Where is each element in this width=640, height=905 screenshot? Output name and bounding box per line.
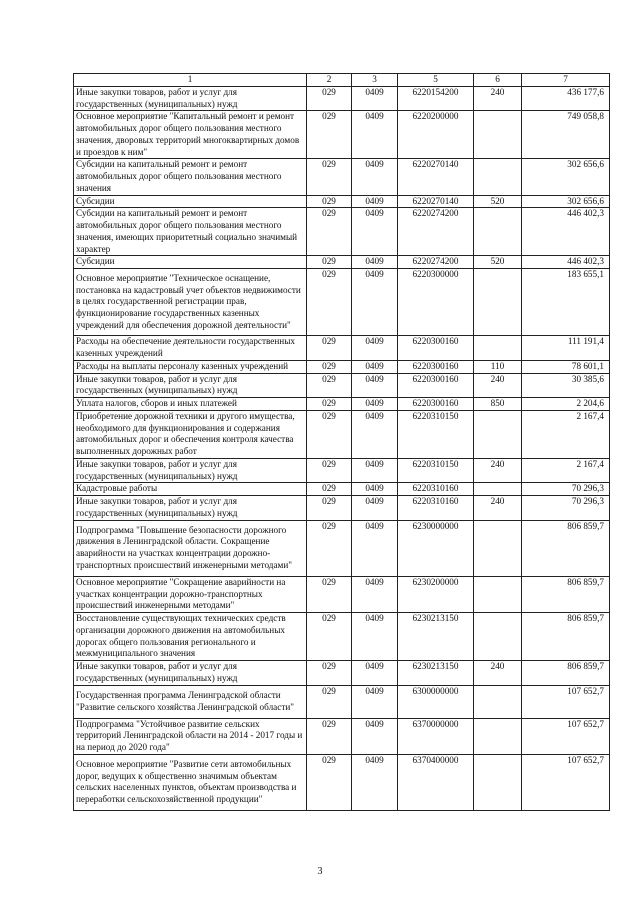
row-code-3: 0409 <box>352 520 398 576</box>
row-code-5: 6220270140 <box>398 195 474 208</box>
row-code-6: 240 <box>474 373 522 398</box>
row-amount: 806 859,7 <box>522 576 610 612</box>
row-code-6 <box>474 520 522 576</box>
row-code-6: 110 <box>474 360 522 373</box>
row-code-6 <box>474 269 522 336</box>
row-code-5: 6230213150 <box>398 613 474 661</box>
table-row <box>74 576 610 612</box>
row-code-2: 029 <box>307 159 352 195</box>
row-amount: 749 058,8 <box>522 111 610 159</box>
row-code-3: 0409 <box>352 195 398 208</box>
row-code-5: 6220200000 <box>398 111 474 159</box>
row-code-2: 029 <box>307 576 352 612</box>
row-code-6 <box>474 111 522 159</box>
row-code-3: 0409 <box>352 496 398 521</box>
row-code-5: 6220274200 <box>398 208 474 256</box>
row-code-3: 0409 <box>352 336 398 361</box>
row-code-5: 6370400000 <box>398 754 474 810</box>
row-description: Основное мероприятие "Развитие сети автомобильных дорог, ведущих к общественно значимым объектам сельских населенных пунктов, объектам производства и переработки сельскохозяйственной продукции" <box>74 754 307 810</box>
row-amount: 446 402,3 <box>522 208 610 256</box>
row-description: Расходы на выплаты персоналу казенных учреждений <box>74 360 307 373</box>
row-code-3: 0409 <box>352 718 398 754</box>
row-code-3: 0409 <box>352 208 398 256</box>
row-code-6: 240 <box>474 458 522 483</box>
table-row <box>74 111 610 159</box>
row-code-5: 6230200000 <box>398 576 474 612</box>
row-code-5: 6220300160 <box>398 336 474 361</box>
row-code-6 <box>474 718 522 754</box>
row-code-2: 029 <box>307 111 352 159</box>
row-code-3: 0409 <box>352 754 398 810</box>
row-amount: 107 652,7 <box>522 718 610 754</box>
row-code-6: 520 <box>474 195 522 208</box>
table-row <box>74 195 610 208</box>
row-amount: 446 402,3 <box>522 256 610 269</box>
page-number: 3 <box>317 866 323 877</box>
row-amount: 2 204,6 <box>522 398 610 411</box>
row-description: Иные закупки товаров, работ и услуг для государственных (муниципальных) нужд <box>74 458 307 483</box>
table-body <box>74 86 610 810</box>
row-code-6 <box>474 159 522 195</box>
row-amount: 2 167,4 <box>522 458 610 483</box>
row-code-2: 029 <box>307 458 352 483</box>
row-amount: 70 296,3 <box>522 496 610 521</box>
row-description: Уплата налогов, сборов и иных платежей <box>74 398 307 411</box>
row-description: Субсидии на капитальный ремонт и ремонт автомобильных дорог общего пользования местного значения, имеющих приоритетный социально значимый характер <box>74 208 307 256</box>
row-description: Восстановление существующих технических средств организации дорожного движения на автомобильных дорогах общего пользования регионального и межмуниципального значения <box>74 613 307 661</box>
row-code-3: 0409 <box>352 111 398 159</box>
row-amount: 302 656,6 <box>522 195 610 208</box>
row-code-6 <box>474 336 522 361</box>
row-code-5: 6220300160 <box>398 398 474 411</box>
row-description: Иные закупки товаров, работ и услуг для государственных (муниципальных) нужд <box>74 661 307 686</box>
row-code-3: 0409 <box>352 483 398 496</box>
table-row <box>74 360 610 373</box>
row-code-6: 240 <box>474 496 522 521</box>
row-code-6 <box>474 483 522 496</box>
row-code-6 <box>474 208 522 256</box>
row-amount: 2 167,4 <box>522 410 610 458</box>
row-amount: 436 177,6 <box>522 86 610 111</box>
row-code-2: 029 <box>307 613 352 661</box>
table-row <box>74 520 610 576</box>
row-code-2: 029 <box>307 336 352 361</box>
row-description: Государственная программа Ленинградской области "Развитие сельского хозяйства Ленинградской области" <box>74 685 307 718</box>
row-code-6: 240 <box>474 661 522 686</box>
row-code-3: 0409 <box>352 256 398 269</box>
row-code-6 <box>474 410 522 458</box>
row-description: Основное мероприятие "Техническое оснащение, постановка на кадастровый учет объектов недвижимости в целях государственной регистрации прав, функционирование государственных казенных учреждений для обеспечения дорожной деятельности" <box>74 269 307 336</box>
row-code-2: 029 <box>307 661 352 686</box>
row-description: Иные закупки товаров, работ и услуг для государственных (муниципальных) нужд <box>74 496 307 521</box>
row-code-2: 029 <box>307 398 352 411</box>
table-row <box>74 159 610 195</box>
row-code-3: 0409 <box>352 613 398 661</box>
row-code-3: 0409 <box>352 360 398 373</box>
table-row <box>74 373 610 398</box>
table-row <box>74 269 610 336</box>
row-amount: 107 652,7 <box>522 754 610 810</box>
column-header: 5 <box>398 74 474 87</box>
table-row <box>74 86 610 111</box>
row-code-5: 6220300160 <box>398 373 474 398</box>
row-description: Основное мероприятие "Сокращение аварийности на участках концентрации дорожно-транспортных происшествий инженерными методами" <box>74 576 307 612</box>
row-code-5: 6220310150 <box>398 410 474 458</box>
row-code-6: 850 <box>474 398 522 411</box>
row-code-5: 6220310150 <box>398 458 474 483</box>
row-code-5: 6370000000 <box>398 718 474 754</box>
column-header: 6 <box>474 74 522 87</box>
row-code-5: 6230213150 <box>398 661 474 686</box>
table-row <box>74 458 610 483</box>
row-code-2: 029 <box>307 256 352 269</box>
row-code-2: 029 <box>307 410 352 458</box>
row-code-6 <box>474 685 522 718</box>
row-code-6: 240 <box>474 86 522 111</box>
table-row <box>74 398 610 411</box>
row-code-2: 029 <box>307 86 352 111</box>
row-amount: 111 191,4 <box>522 336 610 361</box>
row-code-5: 6220300160 <box>398 360 474 373</box>
row-code-5: 6220310160 <box>398 483 474 496</box>
row-amount: 302 656,6 <box>522 159 610 195</box>
row-description: Иные закупки товаров, работ и услуг для государственных (муниципальных) нужд <box>74 86 307 111</box>
row-code-3: 0409 <box>352 398 398 411</box>
table-row <box>74 613 610 661</box>
row-code-2: 029 <box>307 685 352 718</box>
row-code-5: 6220270140 <box>398 159 474 195</box>
table-row <box>74 410 610 458</box>
column-header: 1 <box>74 74 307 87</box>
row-description: Подпрограмма "Устойчивое развитие сельских территорий Ленинградской области на 2014 - 2017 годы и на период до 2020 года" <box>74 718 307 754</box>
row-description: Приобретение дорожной техники и другого имущества, необходимого для функционирования и содержания автомобильных дорог и обеспечения контроля качества выполненных дорожных работ <box>74 410 307 458</box>
row-code-2: 029 <box>307 269 352 336</box>
table-row <box>74 496 610 521</box>
row-amount: 806 859,7 <box>522 520 610 576</box>
row-description: Субсидии <box>74 195 307 208</box>
row-code-3: 0409 <box>352 373 398 398</box>
row-code-3: 0409 <box>352 685 398 718</box>
row-description: Расходы на обеспечение деятельности государственных казенных учреждений <box>74 336 307 361</box>
row-code-2: 029 <box>307 360 352 373</box>
table-row <box>74 718 610 754</box>
table-row <box>74 208 610 256</box>
row-code-3: 0409 <box>352 458 398 483</box>
row-code-5: 6220154200 <box>398 86 474 111</box>
table-row <box>74 256 610 269</box>
table-row <box>74 754 610 810</box>
row-description: Кадастровые работы <box>74 483 307 496</box>
row-code-5: 6300000000 <box>398 685 474 718</box>
row-amount: 78 601,1 <box>522 360 610 373</box>
row-code-3: 0409 <box>352 410 398 458</box>
row-code-6 <box>474 754 522 810</box>
row-code-3: 0409 <box>352 159 398 195</box>
row-amount: 806 859,7 <box>522 613 610 661</box>
row-code-2: 029 <box>307 208 352 256</box>
row-code-3: 0409 <box>352 86 398 111</box>
row-code-6: 520 <box>474 256 522 269</box>
row-description: Основное мероприятие "Капитальный ремонт и ремонт автомобильных дорог общего пользования местного значения, дворовых территорий многоквартирных домов и проездов к ним" <box>74 111 307 159</box>
row-code-2: 029 <box>307 195 352 208</box>
row-amount: 30 385,6 <box>522 373 610 398</box>
table-row <box>74 336 610 361</box>
row-code-6 <box>474 576 522 612</box>
row-amount: 107 652,7 <box>522 685 610 718</box>
row-code-5: 6230000000 <box>398 520 474 576</box>
table-header-row <box>74 74 610 87</box>
row-code-5: 6220300000 <box>398 269 474 336</box>
row-amount: 70 296,3 <box>522 483 610 496</box>
table-row <box>74 483 610 496</box>
column-header: 2 <box>307 74 352 87</box>
row-description: Подпрограмма "Повышение безопасности дорожного движения в Ленинградской области. Сокращение аварийности на участках концентрации дорожно-транспортных происшествий инженерными методами" <box>74 520 307 576</box>
row-description: Субсидии <box>74 256 307 269</box>
row-amount: 183 655,1 <box>522 269 610 336</box>
row-code-2: 029 <box>307 718 352 754</box>
row-amount: 806 859,7 <box>522 661 610 686</box>
row-code-3: 0409 <box>352 269 398 336</box>
table-row <box>74 685 610 718</box>
row-code-2: 029 <box>307 520 352 576</box>
row-code-2: 029 <box>307 754 352 810</box>
row-code-3: 0409 <box>352 661 398 686</box>
row-code-5: 6220274200 <box>398 256 474 269</box>
row-code-2: 029 <box>307 373 352 398</box>
row-code-3: 0409 <box>352 576 398 612</box>
row-code-6 <box>474 613 522 661</box>
table-row <box>74 661 610 686</box>
budget-table <box>73 73 610 811</box>
row-code-2: 029 <box>307 496 352 521</box>
row-code-5: 6220310160 <box>398 496 474 521</box>
column-header: 3 <box>352 74 398 87</box>
row-description: Субсидии на капитальный ремонт и ремонт автомобильных дорог общего пользования местного значения <box>74 159 307 195</box>
column-header: 7 <box>522 74 610 87</box>
row-description: Иные закупки товаров, работ и услуг для государственных (муниципальных) нужд <box>74 373 307 398</box>
row-code-2: 029 <box>307 483 352 496</box>
